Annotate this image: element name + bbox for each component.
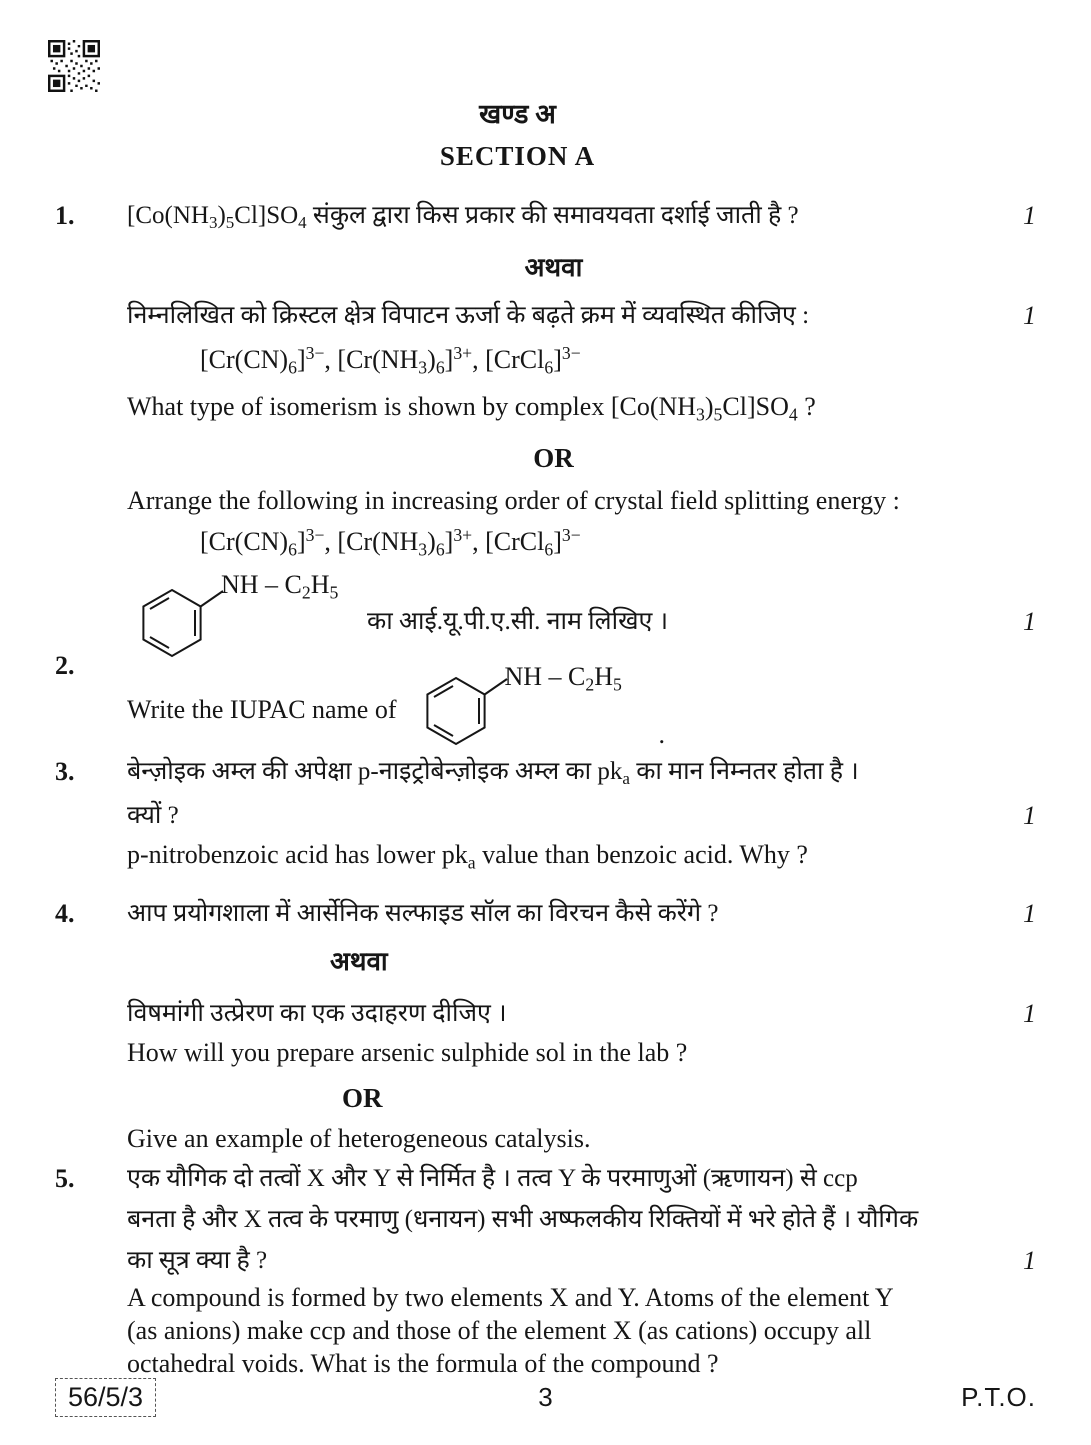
question-4-alt-hindi-line — [127, 994, 1036, 1034]
question-1-alt-hindi-text: निम्नलिखित को क्रिस्टल क्षेत्र विपाटन ऊर्जा के बढ़ते क्रम में व्यवस्थित कीजिए : — [127, 302, 810, 329]
question-4 — [55, 894, 1036, 1158]
question-1-or-separator-hindi: अथवा — [524, 253, 583, 282]
question-1-or-separator-english: OR — [533, 443, 574, 473]
question-5-hindi-line1: एक यौगिक दो तत्वों X और Y से निर्मित है । तत्व Y के परमाणुओं (ऋणायन) से ccp — [127, 1165, 858, 1192]
question-1-english-text: What type of isomerism is shown by complex $[Co(NH_3)_5Cl]SO_4$ ? — [127, 392, 816, 425]
question-2-english-text: Write the IUPAC name of — [127, 695, 397, 724]
question-1-hindi-line — [127, 196, 1036, 236]
question-4-alt-english-text: Give an example of heterogeneous catalysis. — [127, 1124, 591, 1153]
question-4-number: 4. — [55, 899, 75, 928]
question-1-alt-english-text: Arrange the following in increasing order of crystal field splitting energy : — [127, 486, 900, 515]
question-4-english-text: How will you prepare arsenic sulphide sol in the lab ? — [127, 1038, 688, 1067]
aniline-structure-diagram-english — [411, 662, 622, 750]
question-5-hindi-line3 — [127, 1240, 1036, 1281]
question-5-hindi-line2: बनता है और X तत्व के परमाणु (धनायन) सभी अष्फलकीय रिक्तियों में भरे होते हैं । यौगिक — [127, 1206, 919, 1233]
aniline-structure-diagram — [127, 570, 339, 662]
question-2-marks: 1 — [1023, 607, 1036, 636]
question-2 — [55, 570, 1036, 750]
question-4-or-separator-hindi: अथवा — [330, 947, 388, 976]
page-footer — [55, 1378, 1036, 1417]
question-1-marks: 1 — [1023, 201, 1036, 230]
question-5-marks: 1 — [1023, 1246, 1036, 1275]
question-3 — [55, 752, 1036, 874]
question-4-alt-hindi-text: विषमांगी उत्प्रेरण का एक उदाहरण दीजिए । — [127, 1000, 507, 1027]
question-3-hindi-text-2: क्यों ? — [127, 802, 179, 829]
substituent-label-english: NH – $C_2H_5$ — [504, 662, 622, 695]
question-5-english-line3: octahedral voids. What is the formula of the compound ? — [127, 1349, 719, 1378]
question-1-alt-hindi-line — [127, 296, 1036, 336]
paper-code-box — [55, 1378, 156, 1417]
question-1-hindi-text: $[Co(NH_3)_5Cl]SO_4$ संकुल द्वारा किस प्रकार की समावयवता दर्शाई जाती है ? — [127, 202, 799, 233]
question-5-hindi-text-3: का सूत्र क्या है ? — [127, 1247, 268, 1274]
substituent-label: NH – $C_2H_5$ — [221, 570, 339, 603]
question-4-or-separator-english: OR — [342, 1083, 383, 1113]
question-5-english-line2: (as anions) make ccp and those of the element X (as cations) occupy all — [127, 1316, 872, 1345]
question-2-number: 2. — [55, 651, 75, 680]
question-3-hindi-text: बेन्ज़ोइक अम्ल की अपेक्षा p-नाइट्रोबेन्ज़ोइक अम्ल का $pk_a$ का मान निम्नतर होता है । — [127, 758, 859, 789]
question-1-number: 1. — [55, 201, 75, 230]
section-heading-english: SECTION A — [439, 141, 596, 171]
question-2-hindi-line — [127, 570, 1036, 662]
question-3-number: 3. — [55, 757, 75, 786]
question-3-hindi-line2 — [127, 796, 1036, 836]
question-2-hindi-text: का आई.यू.पी.ए.सी. नाम लिखिए । — [367, 608, 669, 635]
pto-label: P.T.O. — [961, 1382, 1036, 1412]
question-4-alt-marks: 1 — [1023, 999, 1036, 1028]
question-5-english-line1: A compound is formed by two elements X and Y. Atoms of the element Y — [127, 1283, 894, 1312]
question-3-marks: 1 — [1023, 801, 1036, 830]
question-5 — [55, 1158, 1036, 1380]
question-4-hindi-text: आप प्रयोगशाला में आर्सेनिक सल्फाइड सॉल का विरचन कैसे करेंगे ? — [127, 900, 719, 927]
sentence-period: . — [658, 720, 665, 749]
question-1-complex-series-english: $[Cr(CN)_6]^{3-}$, $[Cr(NH_3)_6]^{3+}$, [CrCl$_6$]$^{3-}$ — [200, 525, 581, 560]
question-4-hindi-line — [127, 894, 1036, 934]
question-1 — [55, 196, 1036, 564]
page-number: 3 — [538, 1382, 553, 1412]
question-4-marks: 1 — [1023, 899, 1036, 928]
question-2-english-line — [127, 662, 1036, 750]
question-1-complex-series: $[Cr(CN)_6]^{3-}$, $[Cr(NH_3)_6]^{3+}$, [CrCl$_6$]$^{3-}$ — [200, 343, 581, 378]
question-3-english-text: p-nitrobenzoic acid has lower $pk_a$ value than benzoic acid. Why ? — [127, 840, 808, 873]
question-5-number: 5. — [55, 1164, 75, 1193]
qr-code — [48, 40, 100, 92]
question-1-alt-marks: 1 — [1023, 301, 1036, 330]
section-heading-hindi: खण्ड अ — [479, 99, 556, 129]
paper-code: 56/5/3 — [68, 1382, 144, 1412]
